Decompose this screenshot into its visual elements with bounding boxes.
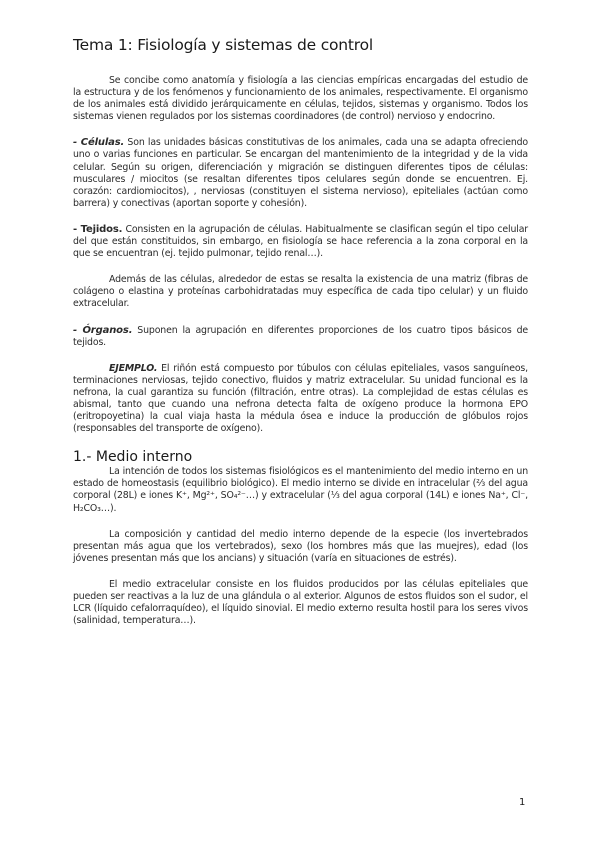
- tejidos-paragraph: [73, 224, 528, 260]
- medio-interno-paragraph-2: La composición y cantidad del medio interno depende de la especie (los invertebrados presentan más agua que los vertebrados), sexo (los hombres más que las muejres), edad (los jóvenes presentan más que los ancians) y situación (varía en situaciones de estrés).: [73, 528, 528, 564]
- tejidos-text: Consisten en la agrupación de células. Habitualmente se clasifican según el tipo celular del que están constituidos, sin embargo, en fisiología se hace referencia a la zona corporal en la que se encuentran (ej. tejido pulmonar, tejido renal…).: [73, 223, 528, 260]
- page-number: 1: [519, 797, 526, 808]
- organos-text: Suponen la agrupación en diferentes proporciones de los cuatro tipos básicos de tejidos.: [73, 324, 528, 348]
- document-page: [73, 30, 528, 627]
- ejemplo-label: EJEMPLO.: [109, 362, 158, 374]
- intro-paragraph: Se concibe como anatomía y fisiología a las ciencias empíricas encargadas del estudio de la estructura y de los fenómenos y funcionamiento de los animales, respectivamente. El organismo de los animales está dividido jerárquicamente en células, tejidos, sistemas y organismo. Todos los sistemas vienen regulados por los sistemas coordinadores (de control) nervioso y endocrino.: [73, 75, 528, 123]
- celulas-paragraph: [73, 137, 528, 210]
- section-heading-medio-interno: 1.- Medio interno: [73, 449, 193, 466]
- celulas-text: Son las unidades básicas constitutivas de los animales, cada una se adapta ofreciendo uno o varias funciones en particular. Se encargan del mantenimiento de la integridad y de la vida celular. Según su origen, diferenciación y migración se distinguen diferentes tipos de células: musculares / miocitos (se resaltan diferentes tipos celulares según donde se encuentren. Ej. corazón: cardiomiocitos), , nerviosas (constituyen el sistema nervioso), epiteliales (actúan como barrera) y conectivas (aportan soporte y cohesión).: [73, 137, 528, 209]
- celulas-label: - Células.: [73, 137, 125, 149]
- ejemplo-paragraph: [73, 363, 528, 436]
- document-title: Tema 1: Fisiología y sistemas de control: [73, 36, 374, 54]
- organos-label: - Órganos.: [73, 324, 133, 336]
- medio-interno-paragraph-1: La intención de todos los sistemas fisiológicos es el mantenimiento del medio interno en un estado de homeostasis (equilibrio biológico). El medio interno se divide en intracelular (⅔ del agua corporal (28L) e iones K⁺, Mg²⁺, SO₄²⁻…) y extracelular (⅓ del agua corporal (14L) e iones Na⁺, Cl⁻, H₂CO₃…).: [73, 466, 528, 514]
- tejidos-label: - Tejidos.: [73, 223, 123, 235]
- ejemplo-text: El riñón está compuesto por túbulos con células epiteliales, vasos sanguíneos, terminaciones nerviosas, tejido conectivo, fluidos y matriz extracelular. Su unidad funcional es la nefrona, la cual garantiza su función (filtración, entre otras). La complejidad de estas células es abismal, tanto que cuando una nefrona detecta falta de oxígeno produce la hormona EPO (eritropoyetina) la cual viaja hasta la médula ósea e induce la producción de glóbulos rojos (responsables del transporte de oxígeno).: [73, 362, 528, 435]
- medio-interno-paragraph-3: El medio extracelular consiste en los fluidos producidos por las células epiteliales que pueden ser reactivas a la luz de una glándula o al exterior. Algunos de estos fluidos son el sudor, el LCR (líquido cefalorraquídeo), el líquido sinovial. El medio externo resulta hostil para los seres vivos (salinidad, temperatura…).: [73, 578, 528, 627]
- organos-paragraph: [73, 325, 528, 349]
- matriz-paragraph: Además de las células, alrededor de estas se resalta la existencia de una matriz (fibras de colágeno o elastina y proteínas carbohidratadas muy específica de cada tipo celular) y un fluido extracelular.: [73, 274, 528, 310]
